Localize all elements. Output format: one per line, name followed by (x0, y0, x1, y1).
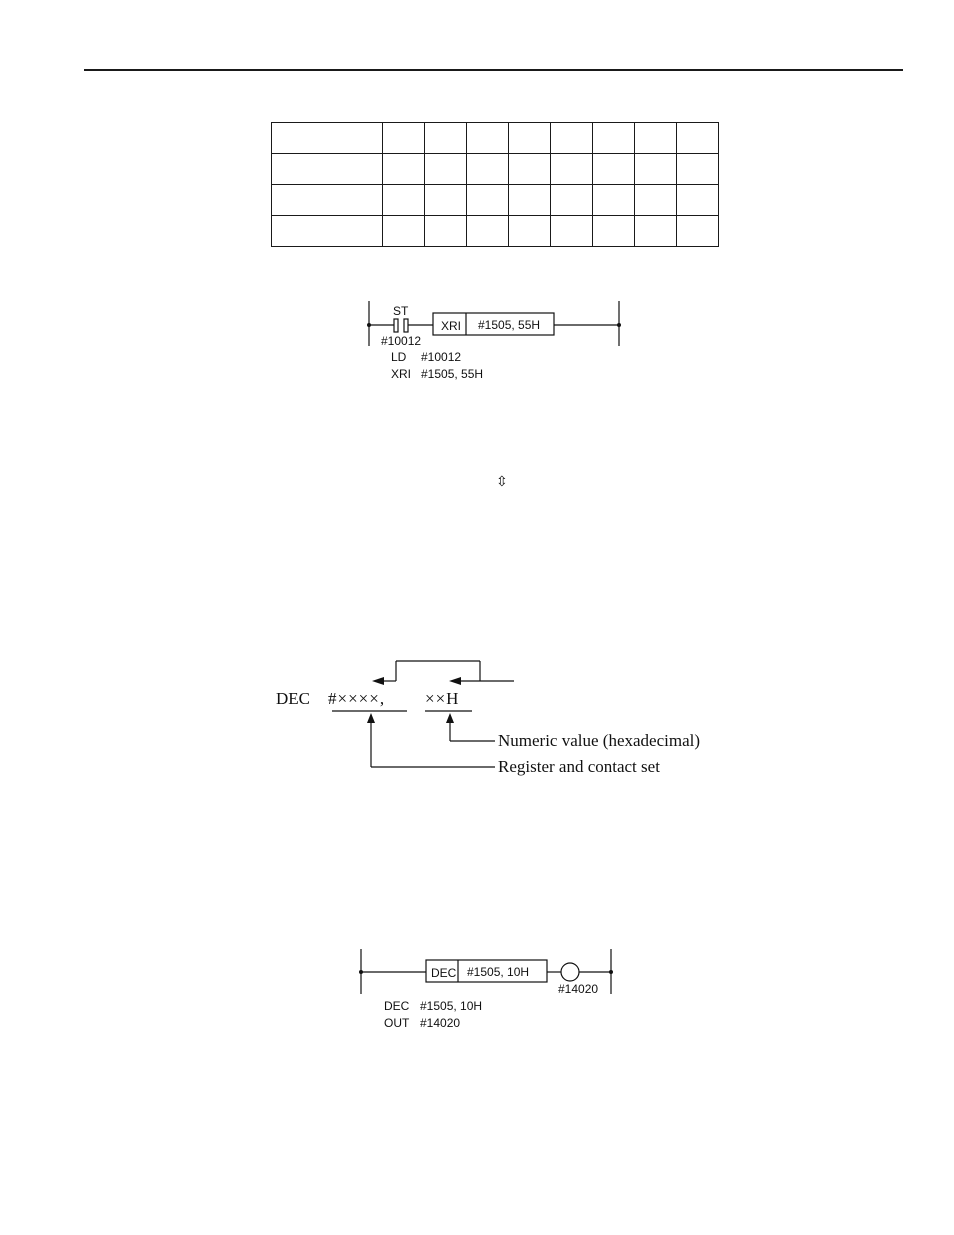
table-row (272, 123, 719, 154)
up-down-arrow-icon: ⇳ (496, 474, 508, 490)
table-bit-cell (509, 123, 551, 154)
table-bit-cell (635, 216, 677, 247)
table-bit-cell (551, 185, 593, 216)
bit-table (271, 122, 719, 247)
table-row (272, 216, 719, 247)
table-bit-cell (593, 216, 635, 247)
contact-right-plate (404, 319, 408, 332)
table-bit-cell (383, 154, 425, 185)
table-bit-cell (467, 123, 509, 154)
register-caption: Register and contact set (498, 757, 660, 776)
table-bit-cell (383, 123, 425, 154)
contact-address: #10012 (381, 334, 422, 348)
xri-ladder-diagram (360, 296, 630, 386)
dec-format-diagram (270, 655, 720, 785)
format-value: ××H (425, 689, 460, 708)
contact-left-plate (394, 319, 398, 332)
table-bit-cell (593, 154, 635, 185)
instruction-mnemonic: XRI (441, 319, 462, 333)
table-bit-cell (551, 216, 593, 247)
table-bit-cell (509, 185, 551, 216)
table-bit-cell (635, 123, 677, 154)
table-bit-cell (509, 154, 551, 185)
table-row-label (272, 154, 383, 185)
listing-op: LD (391, 350, 407, 364)
table-bit-cell (425, 154, 467, 185)
listing-arg: #1505, 55H (421, 367, 484, 381)
table-bit-cell (551, 154, 593, 185)
listing-arg: #14020 (420, 1016, 461, 1030)
table-bit-cell (677, 123, 719, 154)
table-bit-cell (467, 185, 509, 216)
table-row-label (272, 123, 383, 154)
table-bit-cell (383, 185, 425, 216)
table-bit-cell (467, 216, 509, 247)
format-mnemonic: DEC (276, 689, 310, 708)
listing-op: DEC (384, 999, 410, 1013)
table-bit-cell (593, 123, 635, 154)
table-bit-cell (509, 216, 551, 247)
coil-address: #14020 (558, 982, 599, 996)
table-bit-cell (635, 185, 677, 216)
instruction-operand: #1505, 55H (478, 318, 541, 332)
listing-arg: #10012 (421, 350, 462, 364)
listing-op: OUT (384, 1016, 410, 1030)
table-row-label (272, 185, 383, 216)
table-bit-cell (425, 185, 467, 216)
table-bit-cell (593, 185, 635, 216)
table-row (272, 154, 719, 185)
table-bit-cell (677, 185, 719, 216)
dec-ladder-diagram (352, 946, 622, 1036)
table-bit-cell (677, 216, 719, 247)
table-bit-cell (425, 216, 467, 247)
header-rule (84, 69, 903, 71)
instruction-operand: #1505, 10H (467, 965, 530, 979)
format-register: #××××, (328, 689, 386, 708)
listing-arg: #1505, 10H (420, 999, 483, 1013)
table-bit-cell (551, 123, 593, 154)
output-coil (561, 963, 579, 981)
table-bit-cell (467, 154, 509, 185)
contact-label: ST (393, 304, 409, 318)
table-row (272, 185, 719, 216)
instruction-mnemonic: DEC (431, 966, 457, 980)
table-bit-cell (383, 216, 425, 247)
listing-op: XRI (391, 367, 412, 381)
table-bit-cell (677, 154, 719, 185)
table-bit-cell (425, 123, 467, 154)
table-row-label (272, 216, 383, 247)
table-bit-cell (635, 154, 677, 185)
value-caption: Numeric value (hexadecimal) (498, 731, 701, 750)
